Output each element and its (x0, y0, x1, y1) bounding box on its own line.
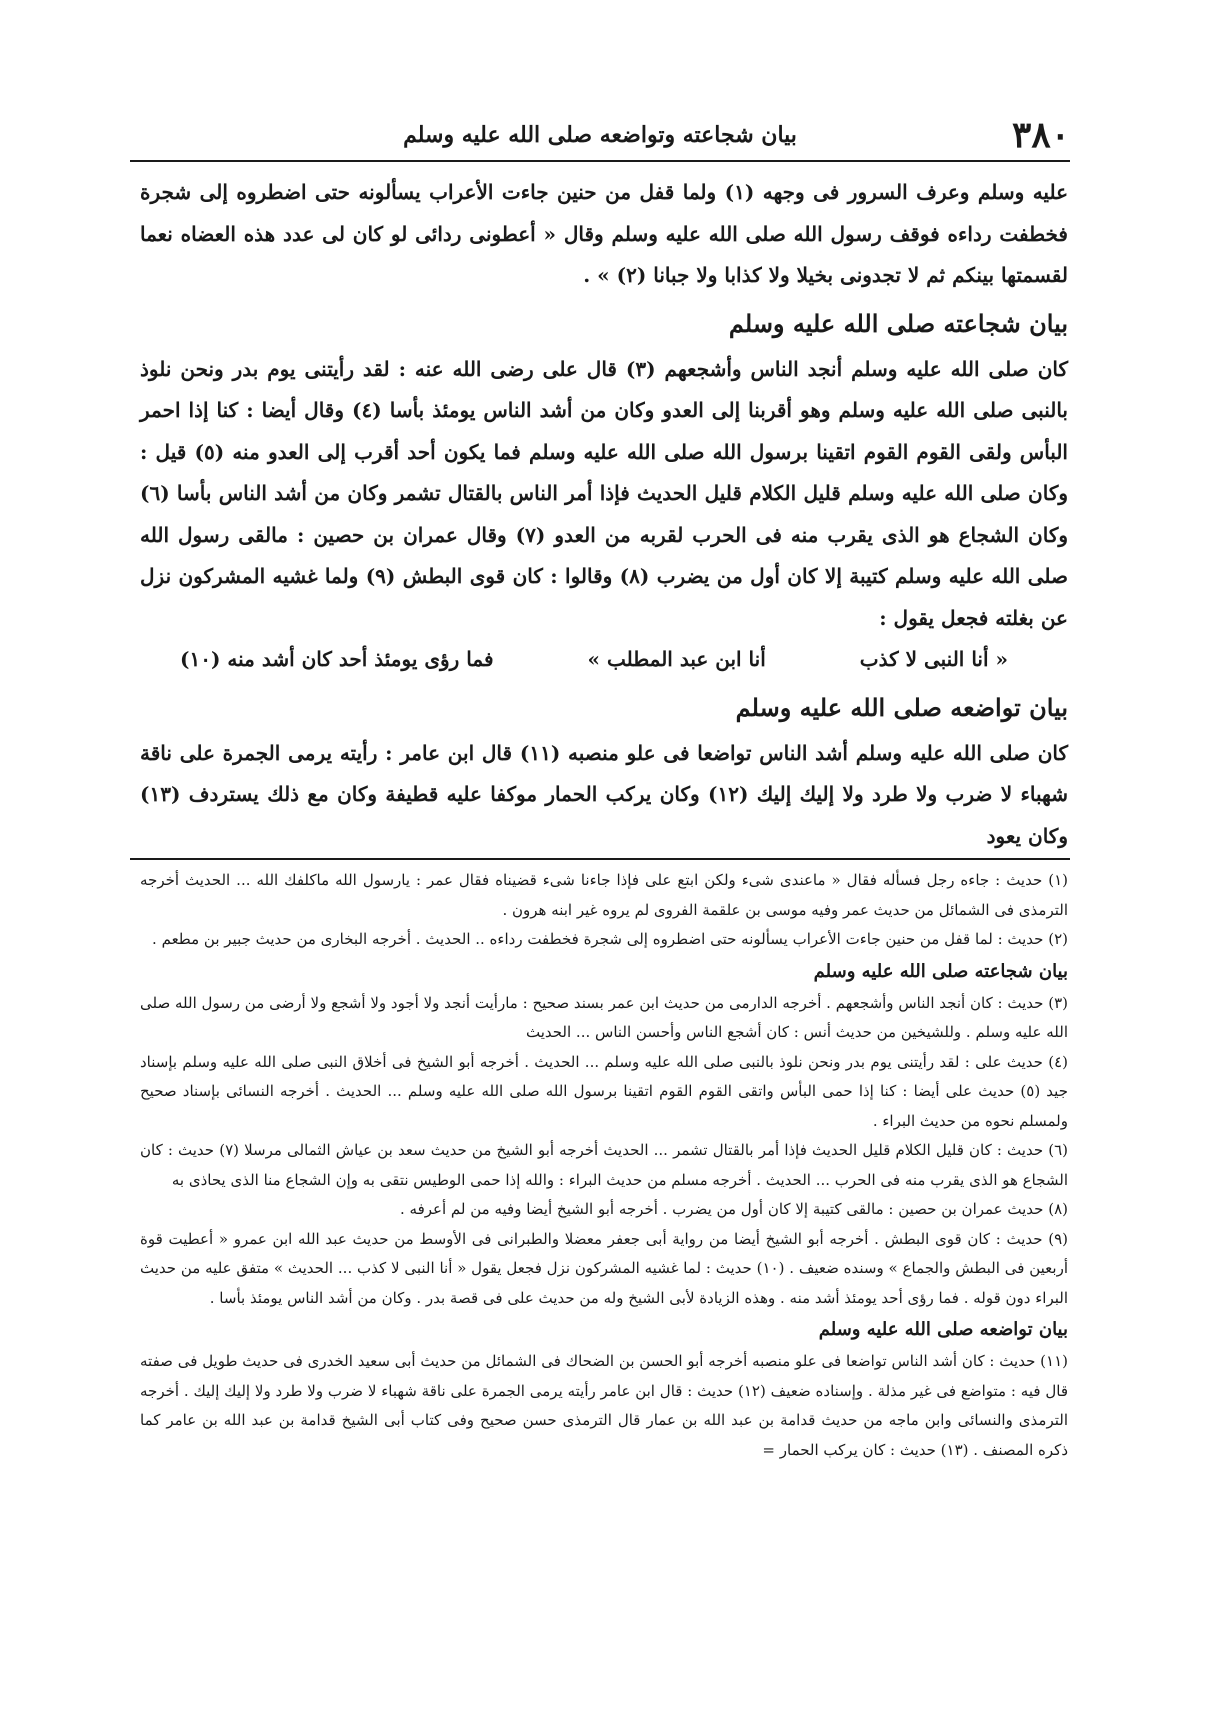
main-text (140, 172, 1068, 857)
footnote-4-5: (٤) حديث على : لقد رأيتنى يوم بدر ونحن نلوذ بالنبى صلى الله عليه وسلم ... الحديث . أخرجه أبو الشيخ فى أخلاق النبى صلى الله عليه وسلم بإسناد جيد (٥) حديث على أيضا : كنا إذا حمى البأس واتقى القوم القوم اتقينا برسول الله صلى الله عليه وسلم ... الحديث . أخرجه النسائى بإسناد صحيح ولمسلم نحوه من حديث البراء . (140, 1052, 1068, 1130)
footnote-rule (130, 858, 1070, 860)
footnote-1: (١) حديث : جاءه رجل فسأله فقال « ماعندى شىء ولكن ابتع على فإذا جاءنا شىء قضيناه فقال عمر : يارسول الله ماكلفك الله ... الحديث أخرجه الترمذى فى الشمائل من حديث عمر وفيه موسى بن علقمة الفروى لم يروه غير ابنه هرون . (140, 871, 1068, 919)
footnote-11-13: (١١) حديث : كان أشد الناس تواضعا فى علو منصبه أخرجه أبو الحسن بن الضحاك فى الشمائل من حديث أبى سعيد الخدرى فى حديث طويل فى صفته قال فيه : متواضع فى غير مذلة . وإسناده ضعيف (١٢) حديث : قال ابن عامر رأيته يرمى الجمرة على ناقة شهباء لا ضرب ولا طرد ولا إليك إليك . أخرجه الترمذى والنسائى وابن ماجه من حديث قدامة بن عبد الله بن عمار قال الترمذى حسن صحيح وفى كتاب أبى الشيخ قدامة بن عبد الله بن عامر كما ذكره المصنف . (١٣) حديث : كان يركب الحمار = (140, 1352, 1068, 1459)
footnote-heading-humility: بيان تواضعه صلى الله عليه وسلم (818, 1319, 1068, 1340)
section-heading-courage: بيان شجاعته صلى الله عليه وسلم (728, 308, 1068, 338)
intro-paragraph: عليه وسلم وعرف السرور فى وجهه (١) ولما قفل من حنين جاءت الأعراب يسألونه حتى اضطروه إلى شجرة فخطفت رداءه فوقف رسول الله صلى الله عليه وسلم وقال « أعطونى ردائى لو كان لى عدد هذه العضاه نعما لقسمتها بينكم ثم لا تجدونى بخيلا ولا كذابا ولا جبانا (٢) » . (140, 180, 1069, 287)
footnote-6-7: (٦) حديث : كان قليل الكلام قليل الحديث فإذا أمر بالقتال تشمر ... الحديث أخرجه أبو الشيخ من حديث سعد بن عياش الثمالى مرسلا (٧) حديث : كان الشجاع هو الذى يقرب منه فى الحرب ... الحديث . أخرجه مسلم من حديث البراء : والله إذا حمى الوطيس نتقى به وإن الشجاع منا الذى يحاذى به (140, 1141, 1068, 1189)
footnote-9-10: (٩) حديث : كان قوى البطش . أخرجه أبو الشيخ أيضا من رواية أبى جعفر معضلا والطبرانى فى الأوسط من حديث عبد الله ابن عمرو « أعطيت قوة أربعين فى البطش والجماع » وسنده ضعيف . (١٠) حديث : لما غشيه المشركون نزل فجعل يقول « أنا النبى لا كذب ... الحديث » متفق عليه من حديث البراء دون قوله . فما رؤى أحد يومئذ أشد منه . وهذه الزيادة لأبى الشيخ وله من حديث على فى قصة بدر . وكان من أشد الناس يومئذ بأسا . (140, 1229, 1068, 1307)
header-rule (130, 160, 1070, 162)
verse-after-text: فما رؤى يومئذ أحد كان أشد منه (١٠) (180, 647, 494, 671)
footnote-3: (٣) حديث : كان أنجد الناس وأشجعهم . أخرجه الدارمى من حديث ابن عمر بسند صحيح : مارأيت أنجد ولا أجود ولا أشجع ولا أرضى من رسول الله صلى الله عليه وسلم . وللشيخين من حديث أنس : كان أشجع الناس وأحسن الناس ... الحديث (140, 993, 1068, 1041)
verse-second-hemistich: أنا ابن عبد المطلب » (587, 647, 766, 671)
footnote-8: (٨) حديث عمران بن حصين : مالقى كتيبة إلا كان أول من يضرب . أخرجه أبو الشيخ أيضا وفيه من لم أعرفه . (400, 1200, 1068, 1218)
page-header (130, 112, 1070, 158)
verse-line (140, 639, 1068, 681)
footnote-heading-courage: بيان شجاعته صلى الله عليه وسلم (813, 960, 1068, 982)
footnote-2: (٢) حديث : لما قفل من حنين جاءت الأعراب يسألونه حتى اضطروه إلى شجرة فخطفت رداءه .. الحديث . أخرجه البخارى من حديث جبير بن مطعم . (152, 930, 1068, 948)
running-title: بيان شجاعته وتواضعه صلى الله عليه وسلم (403, 122, 797, 148)
verse-first-hemistich: « أنا النبى لا كذب (859, 647, 1008, 671)
footnotes (140, 866, 1068, 1465)
courage-paragraph: كان صلى الله عليه وسلم أنجد الناس وأشجعهم (٣) قال على رضى الله عنه : لقد رأيتنى يوم بدر ونحن نلوذ بالنبى صلى الله عليه وسلم وهو أقربنا إلى العدو وكان من أشد الناس يومئذ بأسا (٤) وقال أيضا : كنا إذا احمر البأس ولقى القوم القوم اتقينا برسول الله صلى الله عليه وسلم فما يكون أحد أقرب إلى العدو منه (٥) قيل : وكان صلى الله عليه وسلم قليل الكلام قليل الحديث فإذا أمر الناس بالقتال تشمر وكان من أشد الناس بأسا (٦) وكان الشجاع هو الذى يقرب منه فى الحرب لقربه من العدو (٧) وقال عمران بن حصين : مالقى رسول الله صلى الله عليه وسلم كتيبة إلا كان أول من يضرب (٨) وقالوا : كان قوى البطش (٩) ولما غشيه المشركون نزل عن بغلته فجعل يقول : (140, 356, 1069, 630)
section-heading-humility: بيان تواضعه صلى الله عليه وسلم (735, 692, 1068, 722)
page-number: ٣٨٠ (1011, 114, 1070, 156)
humility-paragraph: كان صلى الله عليه وسلم أشد الناس تواضعا فى علو منصبه (١١) قال ابن عامر : رأيته يرمى الجمرة على ناقة شهباء لا ضرب ولا طرد ولا إليك إليك (١٢) وكان يركب الحمار موكفا عليه قطيفة وكان مع ذلك يستردف (١٣) وكان يعود (140, 740, 1069, 848)
